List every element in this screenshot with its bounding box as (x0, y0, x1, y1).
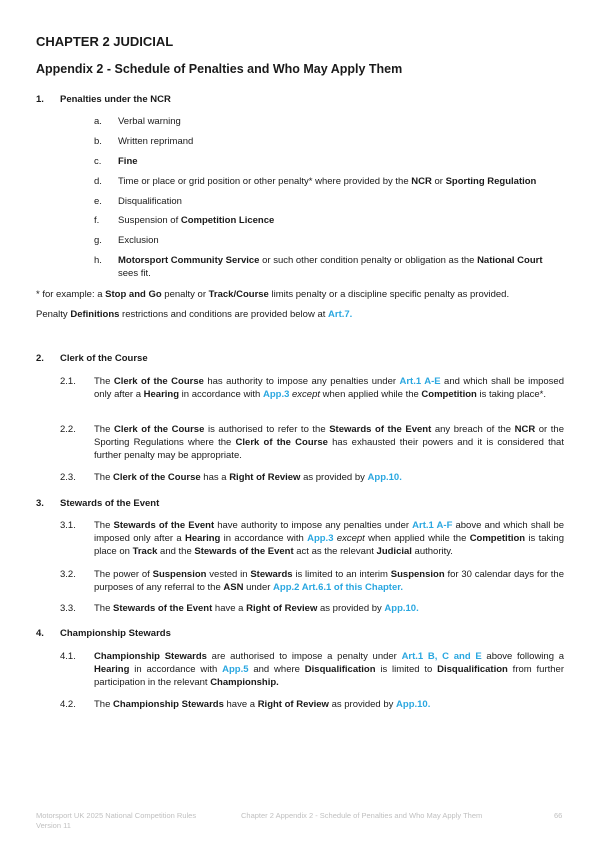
app10-link[interactable]: App.10. (367, 472, 402, 483)
page-number: 66 (554, 811, 563, 820)
app3-link[interactable]: App.3 (307, 533, 334, 544)
art1-a-f-link[interactable]: Art.1 A-F (412, 520, 453, 531)
appendix-title: Appendix 2 - Schedule of Penalties and Who May Apply Them (36, 62, 403, 76)
section-4-heading: 4. Championship Stewards (36, 628, 171, 639)
app10-link[interactable]: App.10. (396, 699, 431, 710)
app2-art6-1-link[interactable]: App.2 Art.6.1 of this Chapter. (273, 582, 404, 593)
app3-link[interactable]: App.3 (262, 389, 290, 400)
art7-link[interactable]: Art.7. (328, 309, 353, 320)
footer-center: Chapter 2 Appendix 2 - Schedule of Penalties and Who May Apply Them (241, 811, 483, 820)
section-1-heading: 1. Penalties under the NCR (36, 94, 171, 105)
definitions-note: Penalty Definitions restrictions and conditions are provided below at Art.7. (36, 309, 353, 320)
app10-link[interactable]: App.10. (384, 603, 419, 614)
chapter-title: CHAPTER 2 JUDICIAL (36, 34, 174, 49)
art1-b-c-e-link[interactable]: Art.1 B, C and E (401, 651, 482, 662)
app5-link[interactable]: App.5 (222, 664, 249, 675)
section-2-heading: 2. Clerk of the Course (36, 353, 148, 364)
section-3-heading: 3. Stewards of the Event (36, 498, 160, 509)
art1-a-e-link[interactable]: Art.1 A-E (399, 376, 441, 387)
footnote: * for example: a Stop and Go penalty or Track/Course limits penalty or a discipline specific penalty as provided. (36, 289, 510, 300)
footer-left: Motorsport UK 2025 National Competition Rules Version 11 (36, 811, 197, 830)
